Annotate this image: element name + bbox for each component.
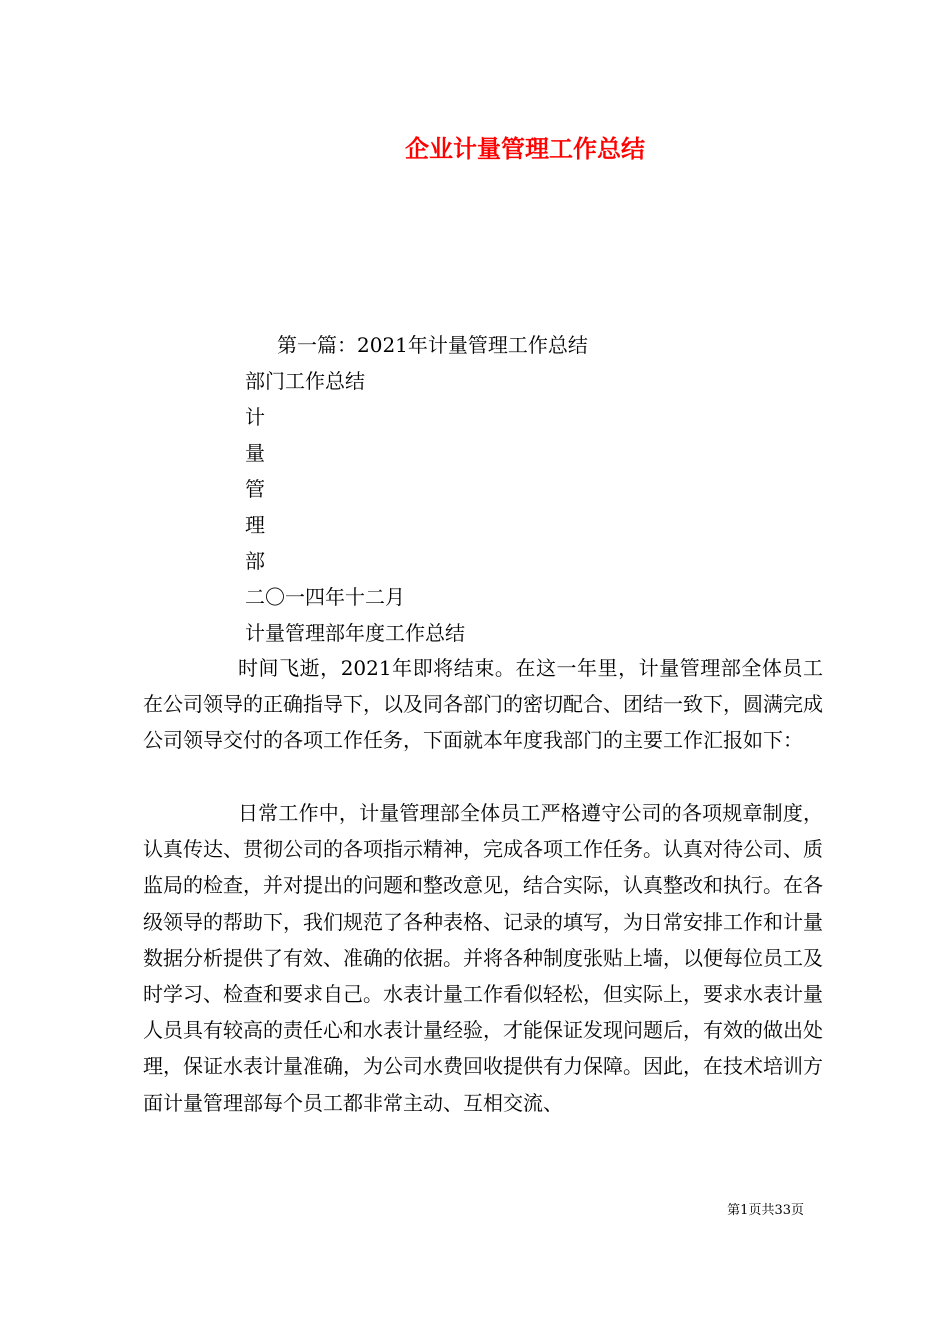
body-paragraph: 时间飞逝，2021年即将结束。在这一年里，计量管理部全体员工在公司领导的正确指导下，以及同各部门的密切配合、团结一致下，圆满完成公司领导交付的各项工作任务，下面就本年度我部门的主要工作汇报如下： — [143, 656, 823, 753]
cover-line: 部门工作总结 — [245, 369, 365, 393]
cover-line: 计 — [245, 405, 265, 429]
cover-line: 量 — [245, 441, 265, 465]
body-paragraph: 日常工作中，计量管理部全体员工严格遵守公司的各项规章制度，认真传达、贯彻公司的各项指示精神，完成各项工作任务。认真对待公司、质监局的检查，并对提出的问题和整改意见，结合实际，认真整改和执行。在各级领导的帮助下，我们规范了各种表格、记录的填写，为日常安排工作和计量数据分析提供了有效、准确的依据。并将各种制度张贴上墙，以便每位员工及时学习、检查和要求自己。水表计量工作看似轻松，但实际上，要求水表计量人员具有较高的责任心和水表计量经验，才能保证发现问题后，有效的做出处理，保证水表计量准确，为公司水费回收提供有力保障。因此，在技术培训方面计量管理部每个员工都非常主动、互相交流、 — [143, 801, 823, 1115]
cover-line: 管 — [245, 477, 265, 501]
report-title: 计量管理部年度工作总结 — [245, 621, 465, 645]
section-heading: 第一篇：2021年计量管理工作总结 — [277, 333, 588, 357]
cover-line: 部 — [245, 549, 265, 573]
page-number: 第1页共33页 — [727, 1203, 804, 1218]
cover-line-date: 二〇一四年十二月 — [245, 585, 405, 609]
cover-line: 理 — [245, 513, 265, 537]
document-title: 企业计量管理工作总结 — [405, 135, 645, 163]
